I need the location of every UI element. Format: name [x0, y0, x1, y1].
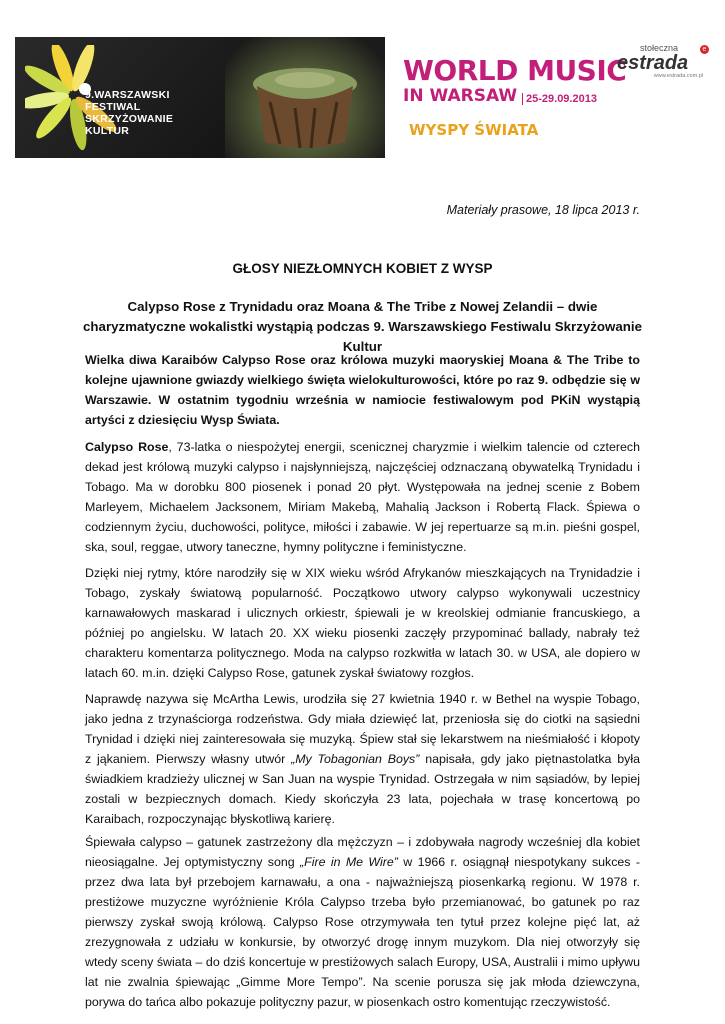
festival-dates: 25-29.09.2013 — [522, 93, 597, 105]
paragraph-biography — [85, 689, 640, 829]
banner-image-panel — [225, 37, 385, 158]
paragraph-calypso-rose — [85, 437, 640, 557]
festival-theme: WYSPY ŚWIATA — [409, 121, 539, 139]
drum-island-icon — [245, 62, 365, 152]
estrada-logo — [617, 43, 707, 79]
festival-line-3: SKRZYŻOWANIE — [85, 113, 174, 125]
paragraph-text: , 73-latka o niespożytej energii, scenicznej charyzmie i wielkim talencie od czterech dekad jest królową muzyki calypso i najsłynniejszą, najczęściej odznaczaną obywatelką Trynidadu i Tobago. Ma w dorobku 800 piosenek i ponad 20 płyt. Występowała na jednej scenie z Bobem Marleyem, Michaelem Jacksonem, Miriam Makebą, Mahalią Jackson i Robertą Flack. Śpiewa o codziennym życiu, duchowości, polityce, miłości i zabawie. W jej repertuarze są m.in. pieśni gospel, ska, soul, reggae, utwory taneczne, hymny polityczne i feministyczne. — [85, 440, 640, 554]
paragraph-text: Naprawdę nazywa się McArtha Lewis, urodziła się 27 kwietnia 1940 r. w Bethel na wyspie Tobago, jako jedna z trzynaściorga rodzeństwa. Gdy miała dziewięć lat, przeniosła się do ciotki na sąsiedni Trynidad i dzięki niej zainteresowała się muzyką. Śpiew stał się lekarstwem na nieśmiałość i kłopoty z jąkaniem. Pierwszy własny utwór — [85, 692, 640, 766]
paragraph-text: Śpiewała calypso – gatunek zastrzeżony dla mężczyzn – i zdobywała nagrody wcześniej dla kobiet nieosiągalne. Jej optymistyczny song — [85, 835, 640, 869]
festival-line-4: KULTUR — [85, 125, 130, 137]
festival-title: WORLD MUSIC — [403, 54, 627, 87]
festival-name — [85, 89, 173, 137]
festival-line-2: FESTIWAL — [85, 101, 141, 113]
banner-right-panel — [385, 37, 711, 158]
logo-main-text: estrada — [617, 52, 689, 74]
paragraph-text: napisała, gdy jako piętnastolatka była świadkiem kradzieży ulicznej w San Juan na wyspie Trynidad. Ostrzegała w nim sąsiadów, by lepiej zostali w bezpiecznych domach. Kiedy skończyła 23 lata, pojechała w trasę koncertową po Karaibach, rozpoczynając błyskotliwą karierę. — [85, 752, 640, 826]
lead-paragraph: Wielka diwa Karaibów Calypso Rose oraz królowa muzyki maoryskiej Moana & The Tribe to kolejne ujawnione gwiazdy wielkiego święta wielokulturowości, które po raz 9. odbędzie się w Warszawie. W ostatnim tygodniu września w namiocie festiwalowym pod PKiN wystąpią artyści z dziesięciu Wysp Świata. — [85, 353, 640, 427]
paragraph-text: w 1966 r. osiągnął niespotykany sukces - przez dwa lata był przebojem karnawału, a ona - najważniejszą piosenkarką regionu. W 1978 r. prestiżowe muzyczne wyróżnienie Króla Calypso trzeba było przemianować, bo gatunek po raz pierwszy zyskał swoją królową. Calypso Rose otrzymywała ten tytuł przez kolejne pięć lat, aż zrezygnowała z udziału w konkursie, by otworzyć drogę innym muzykom. Dla niej otworzyły się wtedy sceny świata – do dziś koncertuje w prestiżowych salach Europy, USA, Australii i mimo upływu lat nie zwalnia śpiewając „Gimme More Tempo”. Na scenie porusza się jak młoda dziewczyna, porywa do tańca albo pokazuje polityczny pazur, w piosenkach ostro komentując rzeczywistość. — [85, 855, 640, 1009]
logo-url: www.estrada.com.pl — [653, 73, 703, 79]
document-subtitle: Calypso Rose z Trynidadu oraz Moana & The Tribe z Nowej Zelandii – dwie charyzmatyczne wokalistki wystąpią podczas 9. Warszawskiego Festiwalu Skrzyżowanie Kultur — [83, 299, 642, 354]
logo-top-text: stołeczna — [639, 43, 679, 53]
festival-banner — [15, 37, 711, 158]
festival-subtitle: IN WARSAW — [403, 86, 518, 106]
song-title: „Fire in Me Wire” — [300, 855, 398, 869]
press-date: Materiały prasowe, 18 lipca 2013 r. — [446, 203, 640, 217]
song-title: „My Tobagonian Boys” — [291, 752, 420, 766]
banner-left-panel — [15, 37, 225, 158]
logo-e-icon: e — [700, 45, 709, 54]
festival-line-1: 9.WARSZAWSKI — [85, 89, 170, 101]
paragraph-career — [85, 832, 640, 1012]
paragraph-calypso-history: Dzięki niej rytmy, które narodziły się w XIX wieku wśród Afrykanów mieszkających na Trynidadzie i Tobago, zyskały światową popularność. Początkowo utwory calypso wykonywali uczestnicy karnawałowych maskarad i ulicznych orkiestr, śpiewali je w kreolskiej odmianie francuskiego, a później po angielsku. W latach 20. XX wieku piosenki zaczęły przypominać ballady, nabrały też charakteru komentarza politycznego. Moda na calypso rozkwitła w latach 30. w USA, ale dopiero w latach 60. m.in. dzięki Calypso Rose, gatunek zyskał światowy rozgłos. — [85, 566, 640, 680]
artist-name: Calypso Rose — [85, 440, 169, 454]
document-title: GŁOSY NIEZŁOMNYCH KOBIET Z WYSP — [232, 261, 493, 276]
